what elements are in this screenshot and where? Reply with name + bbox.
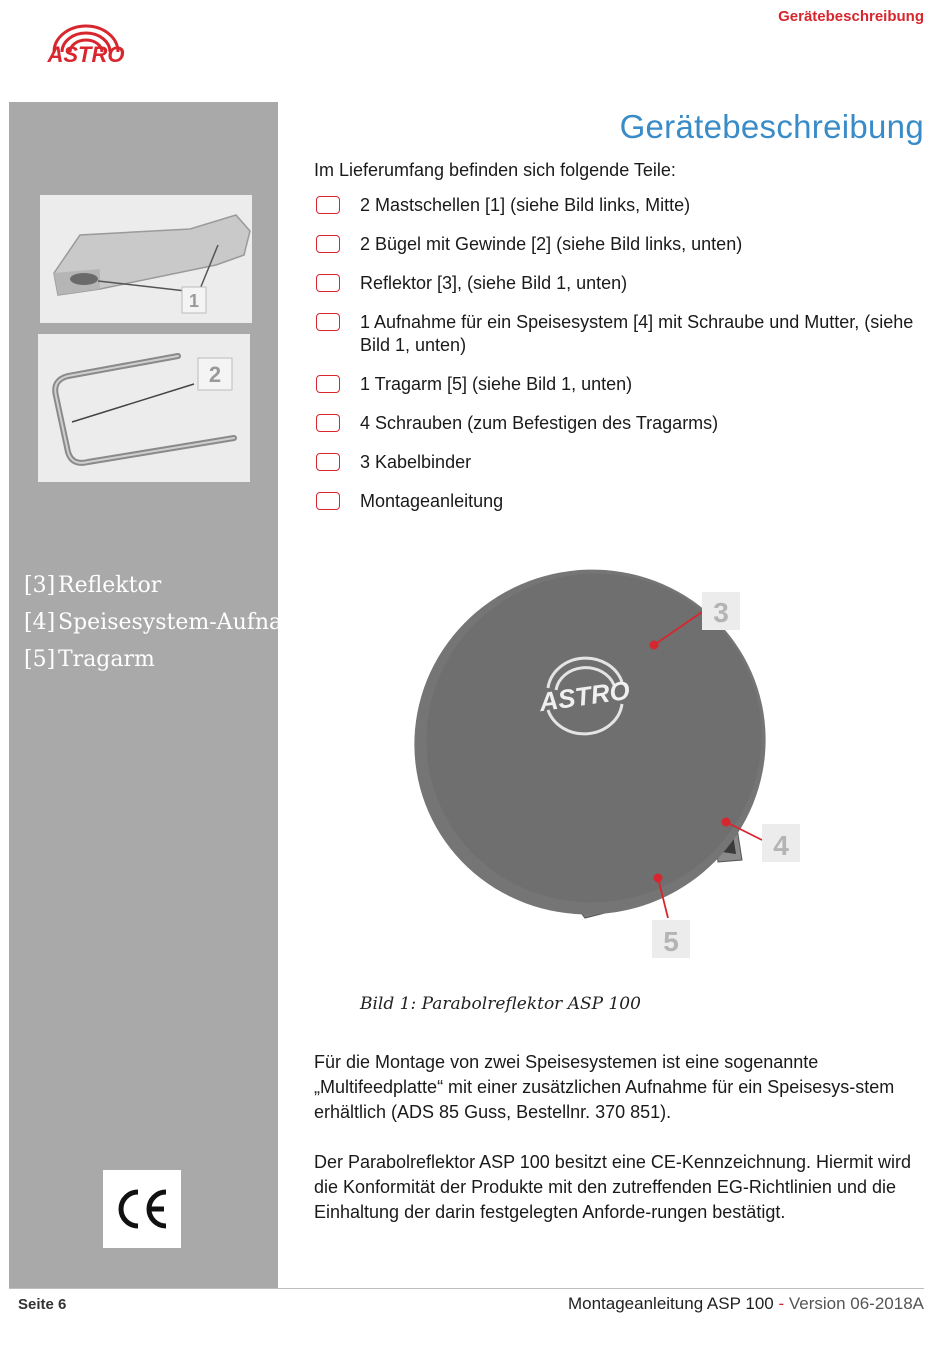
ce-paragraph: Der Parabolreflektor ASP 100 besitzt eine CE-Kennzeichnung. Hiermit wird die Konformität der Produkte mit den zutreffenden EG-Richtlinien und die Einhaltung der darin festgelegten Anforde-rungen bestätigt. [314, 1152, 911, 1222]
checkbox[interactable] [316, 414, 340, 432]
checklist-item: 3 Kabelbinder [316, 451, 926, 474]
ce-mark-icon [114, 1186, 170, 1232]
document-title: Montageanleitung ASP 100 [567, 1294, 774, 1313]
checklist-item: 2 Mastschellen [1] (siehe Bild links, Mitte) [316, 194, 926, 217]
photo-label-2: 2 [208, 362, 222, 387]
legend-item: [3] Reflektor [24, 573, 162, 598]
footer-document-info [568, 1294, 924, 1314]
u-bolt-photo [38, 334, 250, 482]
legend-item: [4] Speisesystem-Aufnahme [24, 610, 331, 635]
document-version: Version 06-2018A [788, 1294, 924, 1313]
footer-divider [9, 1288, 924, 1289]
multifeed-paragraph: Für die Montage von zwei Speisesystemen ist eine sogenannte „Multifeedplatte“ mit einer zusätzlichen Aufnahme für ein Speisesys-stem erhältlich (ADS 85 Guss, Bestellnr. 370 851). [314, 1052, 895, 1122]
checkbox[interactable] [316, 492, 340, 510]
page-number: Seite 6 [18, 1296, 67, 1313]
ce-mark [103, 1170, 181, 1248]
checklist-item: 2 Bügel mit Gewinde [2] (siehe Bild links, unten) [316, 233, 926, 256]
part-legend [24, 567, 330, 678]
callout-label-5: 5 [663, 926, 679, 957]
delivery-checklist [316, 194, 926, 529]
figure-caption: Bild 1: Parabolreflektor ASP 100 [360, 994, 641, 1014]
checklist-item: 1 Aufnahme für ein Speisesystem [4] mit Schraube und Mutter, (siehe Bild 1, unten) [316, 311, 926, 357]
intro-text: Im Lieferumfang befinden sich folgende Teile: [314, 160, 676, 180]
checkbox[interactable] [316, 235, 340, 253]
checkbox[interactable] [316, 196, 340, 214]
page-heading: Gerätebeschreibung [619, 108, 924, 145]
photo-label-1: 1 [188, 291, 200, 311]
legend-item: [5] Tragarm [24, 647, 155, 672]
callout-label-3: 3 [713, 597, 729, 628]
checklist-item: 4 Schrauben (zum Befestigen des Tragarms) [316, 412, 926, 435]
mast-clamp-photo [40, 195, 252, 323]
section-title: Gerätebeschreibung [778, 8, 924, 25]
footer-separator: - [773, 1294, 789, 1313]
astro-logo [36, 22, 136, 74]
dish-figure [380, 560, 850, 980]
checkbox[interactable] [316, 375, 340, 393]
checklist-item: 1 Tragarm [5] (siehe Bild 1, unten) [316, 373, 926, 396]
checkbox[interactable] [316, 313, 340, 331]
dish-logo-text: ASTRO [537, 674, 632, 718]
callout-label-4: 4 [773, 830, 789, 861]
checkbox[interactable] [316, 274, 340, 292]
logo-text: ASTRO [47, 42, 125, 67]
sidebar [9, 102, 331, 1288]
checklist-item: Reflektor [3], (siehe Bild 1, unten) [316, 272, 926, 295]
checklist-item: Montageanleitung [316, 490, 926, 513]
checkbox[interactable] [316, 453, 340, 471]
